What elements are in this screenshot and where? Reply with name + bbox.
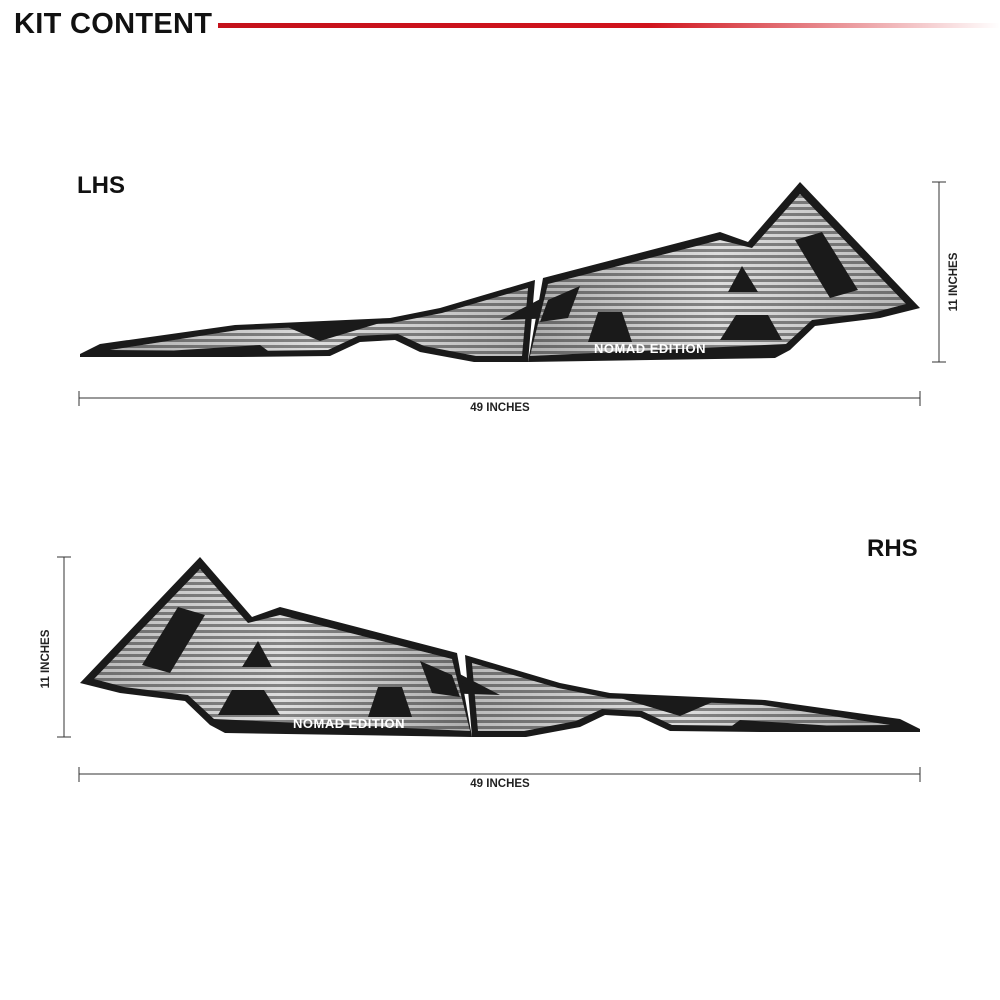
rhs-decal-text: NOMAD EDITION: [293, 716, 405, 731]
lhs-decal-text: NOMAD EDITION: [594, 341, 706, 356]
lhs-height-label: 11 INCHES: [948, 252, 960, 312]
rhs-front-panel: [80, 557, 472, 737]
rhs-width-label: 49 INCHES: [470, 778, 530, 790]
lhs-width-label: 49 INCHES: [470, 402, 530, 414]
lhs-decal: [80, 182, 920, 362]
rhs-height-label: 11 INCHES: [40, 629, 52, 689]
rhs-decal: [80, 557, 920, 737]
rhs-height-dimension: [57, 557, 71, 737]
rhs-rear-panel: [422, 655, 920, 737]
lhs-rear-panel: [80, 280, 578, 362]
lhs-front-panel: [528, 182, 920, 362]
page-title: KIT CONTENT: [14, 8, 213, 40]
rhs-label: RHS: [867, 535, 918, 562]
lhs-height-dimension: [932, 182, 946, 362]
lhs-label: LHS: [77, 172, 125, 199]
